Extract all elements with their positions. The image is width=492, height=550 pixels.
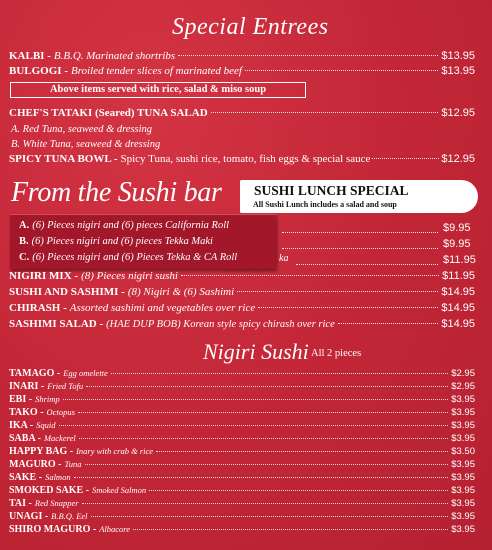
item-desc: (8) Nigiri & (6) Sashimi: [127, 286, 235, 298]
item-name: KALBI -: [9, 50, 51, 62]
item-desc: Shrimp: [35, 394, 60, 404]
nigiri-item: [9, 407, 475, 419]
item-desc: B.B.Q. Marinated shortribs: [53, 50, 176, 62]
lunch-option-c: [19, 252, 237, 263]
item-price: $14.95: [441, 318, 475, 330]
option-text: (6) Pieces nigiri and (6) pieces California Roll: [32, 220, 230, 231]
nigiri-sushi-title: Nigiri Sushi: [203, 339, 309, 364]
dot-leader: [258, 307, 438, 308]
item-name: SPICY TUNA BOWL -: [9, 153, 118, 165]
dot-leader: [149, 490, 448, 491]
item-price: $3.95: [451, 394, 475, 405]
nigiri-sushi-subtitle: All 2 pieces: [311, 348, 362, 359]
item-price: $11.95: [442, 270, 475, 282]
dot-leader: [338, 323, 439, 324]
dot-leader: [156, 451, 448, 452]
dot-leader: [86, 386, 448, 387]
item-desc: Fried Tofu: [47, 381, 84, 391]
option-text: (6) Pieces nigiri and (6) pieces Tekka Maki: [31, 236, 213, 247]
dot-leader: [245, 70, 438, 71]
item-name: NIGIRI MIX -: [9, 270, 79, 282]
covered-text-fragment: ka: [279, 253, 289, 264]
item-desc: Tuna: [64, 459, 82, 469]
item-price: $3.95: [451, 511, 475, 522]
item-name: CHIRASH -: [9, 302, 67, 314]
menu-item-kalbi: [9, 50, 475, 64]
menu-item-sashimi-salad: [9, 318, 475, 332]
dot-leader: [237, 291, 438, 292]
nigiri-item: [9, 498, 475, 510]
item-price: $3.95: [451, 407, 475, 418]
lunch-special-panel: [10, 214, 276, 269]
item-name: SABA -: [9, 433, 41, 444]
item-price: $3.95: [451, 524, 475, 535]
sushi-bar-title: From the Sushi bar: [11, 177, 222, 208]
dot-leader: [296, 264, 438, 265]
item-price: $14.95: [441, 286, 475, 298]
menu-item-spicy-tuna-bowl: [9, 153, 475, 167]
item-price: $3.95: [451, 498, 475, 509]
nigiri-item: [9, 446, 475, 458]
item-desc: Spicy Tuna, sushi rice, tomato, fish eggs & special sauce: [120, 153, 371, 165]
menu-item-tataki: [9, 107, 475, 121]
lunch-price-a: $9.95: [443, 222, 471, 234]
item-desc: (8) Pieces nigiri sushi: [81, 270, 178, 282]
dot-leader: [82, 503, 449, 504]
nigiri-item: [9, 511, 475, 523]
nigiri-item: [9, 433, 475, 445]
nigiri-item: [9, 472, 475, 484]
item-desc: Egg omelette: [63, 368, 108, 378]
item-price: $3.95: [451, 433, 475, 444]
option-letter: B.: [19, 236, 29, 247]
dot-leader: [78, 412, 448, 413]
item-price: $3.95: [451, 472, 475, 483]
lunch-special-banner: [240, 180, 478, 213]
lunch-special-title: SUSHI LUNCH SPECIAL: [254, 183, 409, 198]
item-desc: Salmon: [45, 472, 71, 482]
dot-leader: [282, 248, 438, 249]
item-name: TAKO -: [9, 407, 44, 418]
item-name: INARI -: [9, 381, 45, 392]
item-price: $12.95: [441, 153, 475, 165]
nigiri-item: [9, 524, 475, 536]
menu-item-bulgogi: [9, 65, 475, 79]
lunch-option-a: [19, 220, 229, 231]
item-price: $3.95: [451, 485, 475, 496]
dot-leader: [79, 438, 448, 439]
served-with-note: Above items served with rice, salad & miso soup: [10, 82, 306, 98]
menu-item-nigiri-mix: [9, 270, 475, 284]
item-name: TAI -: [9, 498, 32, 509]
item-desc: Smoked Salmon: [92, 485, 147, 495]
special-entrees-title: Special Entrees: [172, 14, 329, 40]
dot-leader: [133, 529, 448, 530]
item-price: $3.50: [451, 446, 475, 457]
item-name: CHEF'S TATAKI (Seared) TUNA SALAD: [9, 107, 208, 119]
item-desc: Mackerel: [43, 433, 76, 443]
dot-leader: [63, 399, 449, 400]
menu-item-chirash: [9, 302, 475, 316]
item-name: SMOKED SAKE -: [9, 485, 90, 496]
item-desc: Squid: [36, 420, 56, 430]
item-price: $12.95: [441, 107, 475, 119]
dot-leader: [372, 158, 439, 159]
dot-leader: [111, 373, 448, 374]
item-desc: B.B.Q. Eel: [51, 511, 88, 521]
option-letter: C.: [19, 252, 30, 263]
item-desc: (HAE DUP BOB) Korean style spicy chirash over rice: [106, 319, 335, 330]
item-desc: Octopus: [46, 407, 75, 417]
option-text: (6) Pieces nigiri and (6) Pieces Tekka & CA Roll: [32, 252, 238, 263]
item-price: $14.95: [441, 302, 475, 314]
menu-item-sushi-and-sashimi: [9, 286, 475, 300]
item-name: SAKE -: [9, 472, 43, 483]
item-price: $2.95: [451, 381, 475, 392]
nigiri-item: [9, 485, 475, 497]
item-desc: Broiled tender slices of marinated beef: [70, 65, 242, 77]
option-letter: A.: [19, 220, 30, 231]
tataki-option-a: A. Red Tuna, seaweed & dressing: [11, 124, 153, 135]
lunch-special-subtitle: All Sushi Lunch includes a salad and soup: [253, 200, 397, 209]
item-desc: Assorted sashimi and vegetables over rice: [69, 302, 256, 314]
item-name: SASHIMI SALAD -: [9, 318, 104, 330]
dot-leader: [91, 516, 449, 517]
nigiri-item: [9, 394, 475, 406]
item-name: UNAGI -: [9, 511, 49, 522]
item-name: TAMAGO -: [9, 368, 61, 379]
item-price: $3.95: [451, 459, 475, 470]
item-price: $13.95: [441, 65, 475, 77]
nigiri-item: [9, 381, 475, 393]
item-name: SUSHI AND SASHIMI -: [9, 286, 125, 298]
dot-leader: [178, 55, 438, 56]
dot-leader: [211, 112, 439, 113]
lunch-option-b: [19, 236, 213, 247]
dot-leader: [181, 275, 439, 276]
nigiri-item: [9, 420, 475, 432]
item-name: MAGURO -: [9, 459, 62, 470]
lunch-price-c: $11.95: [443, 254, 476, 266]
item-desc: Red Snapper: [34, 498, 79, 508]
item-price: $2.95: [451, 368, 475, 379]
item-price: $13.95: [441, 50, 475, 62]
item-price: $3.95: [451, 420, 475, 431]
dot-leader: [74, 477, 449, 478]
nigiri-item: [9, 459, 475, 471]
item-name: IKA -: [9, 420, 34, 431]
nigiri-item: [9, 368, 475, 380]
item-desc: Albacore: [99, 524, 131, 534]
item-name: BULGOGI -: [9, 65, 68, 77]
dot-leader: [85, 464, 449, 465]
item-name: EBI -: [9, 394, 33, 405]
dot-leader: [59, 425, 449, 426]
tataki-option-b: B. White Tuna, seaweed & dressing: [11, 139, 161, 150]
item-name: SHIRO MAGURO -: [9, 524, 97, 535]
lunch-price-b: $9.95: [443, 238, 471, 250]
item-desc: Inary with crab & rice: [76, 446, 154, 456]
dot-leader: [282, 232, 438, 233]
item-name: HAPPY BAG -: [9, 446, 74, 457]
